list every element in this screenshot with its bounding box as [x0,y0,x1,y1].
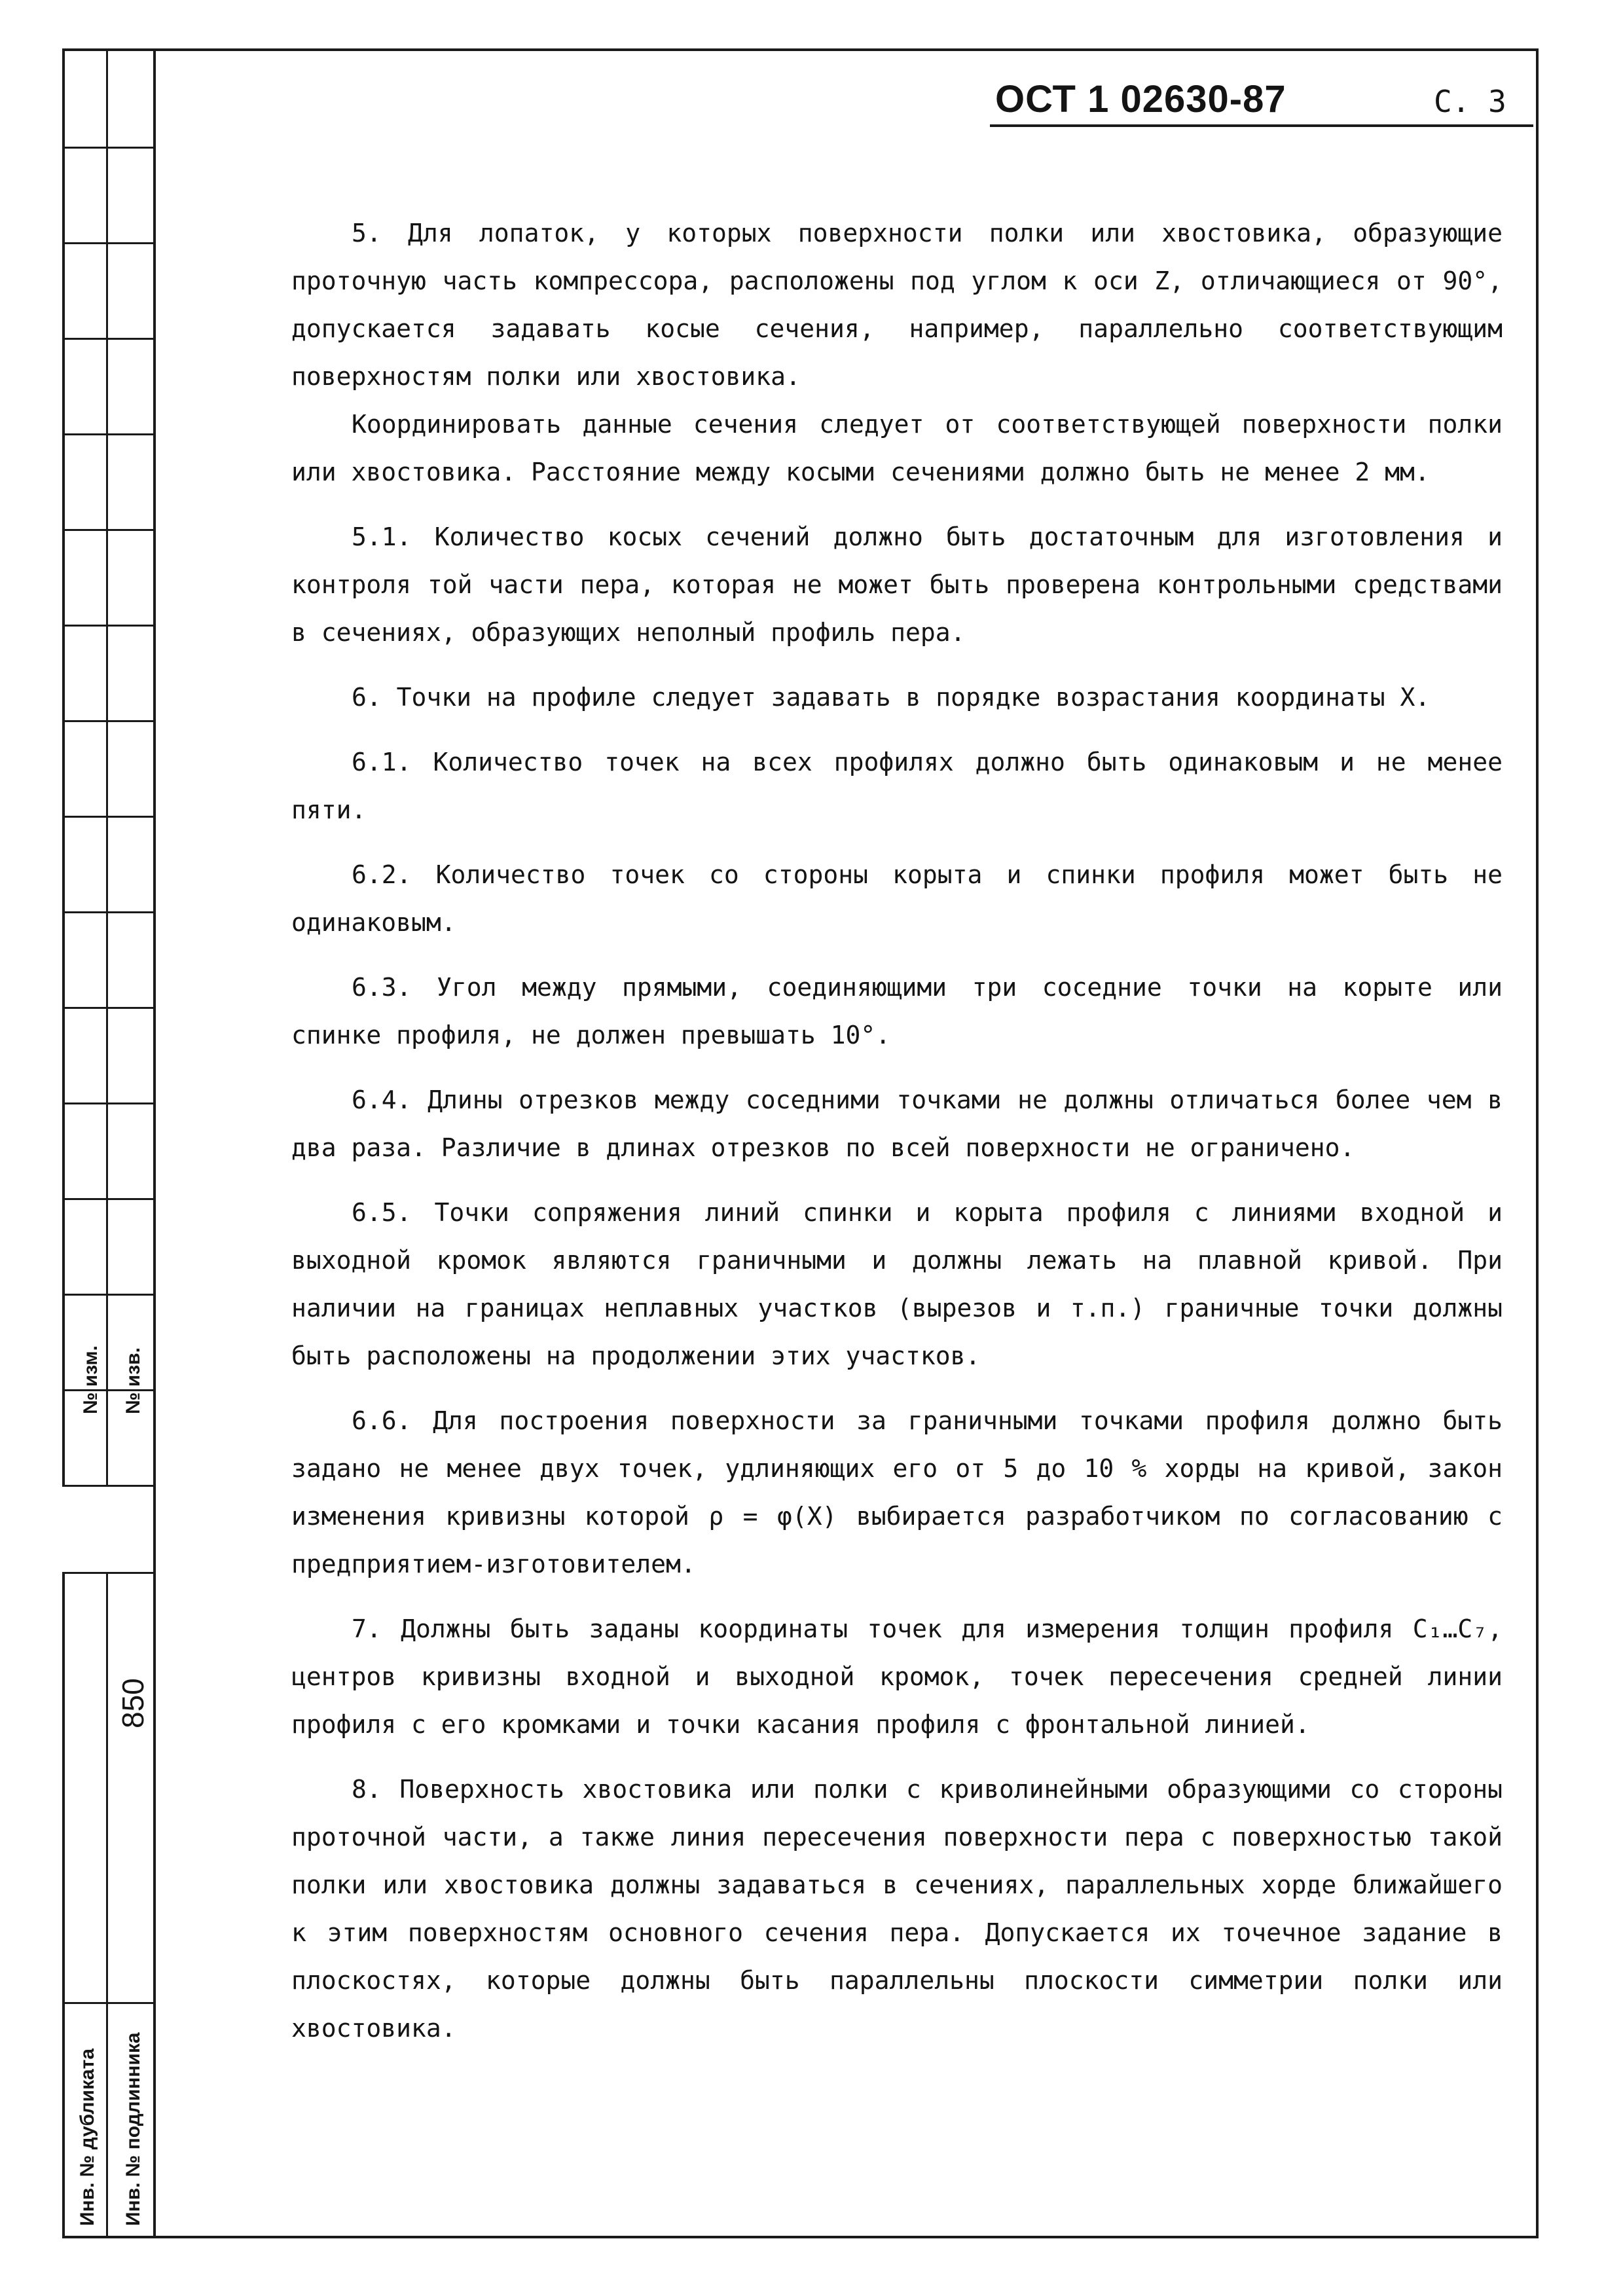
paragraph-6-4: 6.4. Длины отрезков между соседними точками не должны отличаться более чем в два раза. Различие в длинах отрезков по всей поверхности не ограничено. [291,1085,1503,1162]
stamp-row-line [65,911,153,913]
stamp-row-line [65,625,153,627]
stamp-row-line [65,1294,153,1296]
paragraph-5-1: 5.1. Количество косых сечений должно быть достаточным для изготовления и контроля той части пера, которая не может быть проверена контрольными средствами в сечениях, образующих неполный профиль пера. [291,522,1503,647]
stamp-row-line [65,529,153,531]
paragraph-5-cont: Координировать данные сечения следует от соответствующей поверхности полки или хвостовика. Расстояние между косыми сечениями должно быть не менее 2 мм. [291,410,1503,486]
inventory-number: 850 [116,1678,150,1728]
original-inventory-label: Инв. № подлинника [122,2032,144,2226]
stamp-row-line [65,1102,153,1104]
stamp-row-line [65,433,153,435]
paragraph-5: 5. Для лопаток, у которых поверхности полки или хвостовика, образующие проточную часть компрессора, расположены под углом к оси Z, отличающиеся от 90°, допускается задавать косые сечения, например, параллельно соответствующим поверхностям полки или хвостовика. [291,219,1503,391]
stamp-row-line [65,1198,153,1200]
document-body [291,210,1503,2069]
stamp-row-line [65,338,153,340]
duplicate-inventory-label: Инв. № дубликата [77,2048,98,2226]
paragraph-6-5: 6.5. Точки сопряжения линий спинки и корыта профиля с линиями входной и выходной кромок являются граничными и должны лежать на плавной кривой. При наличии на границах неплавных участков (вырезов и т.п.) граничные точки должны быть расположены на продолжении этих участков. [291,1198,1503,1370]
stamp-row-line [65,816,153,818]
paragraph-6-3: 6.3. Угол между прямыми, соединяющими три соседние точки на корыте или спинке профиля, не должен превышать 10°. [291,973,1503,1049]
paragraph-6-1: 6.1. Количество точек на всех профилях должно быть одинаковым и не менее пяти. [291,748,1503,824]
stamp-row-line [65,147,153,149]
document-code: ОСТ 1 02630-87 [995,78,1286,120]
paragraph-6: 6. Точки на профиле следует задавать в порядке возрастания координаты X. [352,683,1431,712]
side-stamp-divider [106,51,108,2236]
stamp-row-line [65,1007,153,1009]
notice-number-label: № изв. [122,1347,144,1414]
stamp-row-line [65,1572,153,1574]
change-number-label: № изм. [80,1345,101,1414]
paragraph-8: 8. Поверхность хвостовика или полки с криволинейными образующими со стороны проточной части, а также линия пересечения поверхности пера с поверхностью такой полки или хвостовика должны задаваться в сечениях, параллельных хорде ближайшего к этим поверхностям основного сечения пера. Допускается их точечное задание в плоскостях, которые должны быть параллельны плоскости симметрии полки или хвостовика. [291,1775,1503,2043]
stamp-row-line [65,242,153,244]
header-underline [990,124,1533,127]
stamp-row-line [65,2002,153,2004]
paragraph-6-2: 6.2. Количество точек со стороны корыта и спинки профиля может быть не одинаковым. [291,860,1503,937]
stamp-gap [62,1487,108,1572]
page-number: С. 3 [1434,84,1506,119]
side-stamp-column [62,48,153,2238]
paragraph-6-6: 6.6. Для построения поверхности за граничными точками профиля должно быть задано не менее двух точек, удлиняющих его от 5 до 10 % хорды на кривой, закон изменения кривизны которой ρ = φ(X) выбирается разработчиком по согласованию с предприятием-изготовителем. [291,1406,1503,1578]
paragraph-7: 7. Должны быть заданы координаты точек для измерения толщин профиля C₁…C₇, центров кривизны входной и выходной кромок, точек пересечения средней линии профиля с его кромками и точки касания профиля с фронтальной линией. [291,1614,1503,1739]
stamp-row-line [65,720,153,722]
